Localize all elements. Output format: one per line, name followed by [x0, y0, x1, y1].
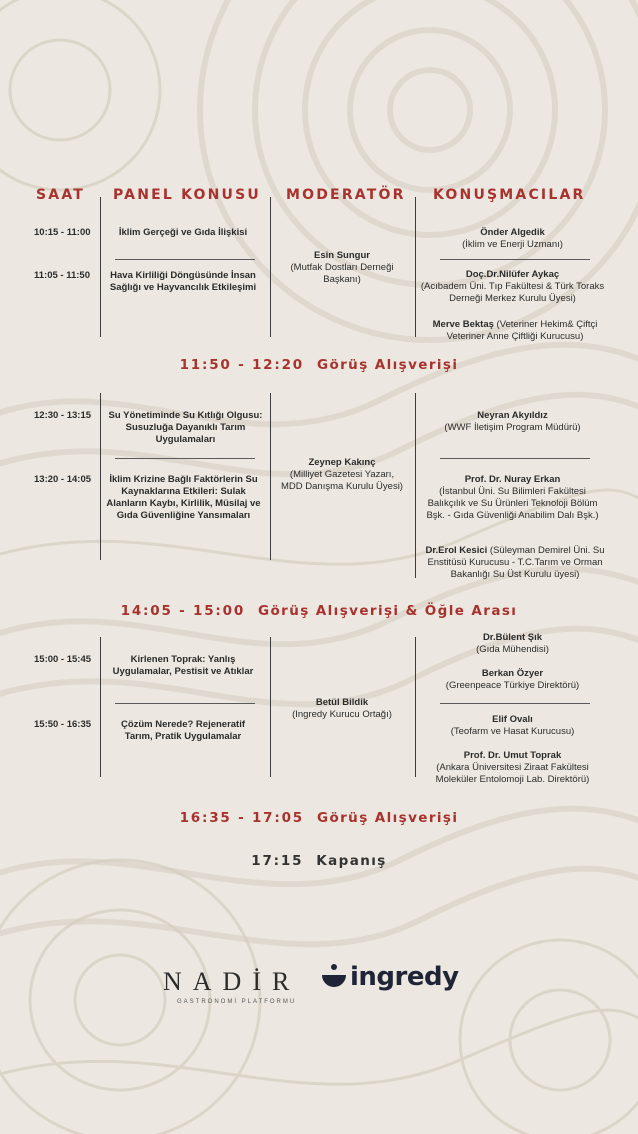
speaker	[420, 319, 610, 343]
speaker-description: (Acıbadem Üni. Tıp Fakültesi & Türk Toraks Derneği Merkez Kurulu Üyesi)	[420, 281, 605, 304]
moderator-name: Zeynep Kakınç	[308, 457, 376, 468]
ingredy-bowl-icon	[320, 962, 350, 996]
break-row	[0, 357, 638, 373]
column-divider	[415, 637, 416, 777]
row-divider	[440, 259, 590, 260]
speaker-name: Önder Algedik	[480, 227, 545, 238]
column-divider	[415, 393, 416, 578]
session-topic: Kirlenen Toprak: Yanlış Uygulamalar, Pestisit ve Atıklar	[112, 654, 254, 677]
speaker	[425, 714, 600, 738]
speaker-name: Neyran Akyıldız	[477, 410, 548, 421]
header-panel-konusu: PANEL KONUSU	[113, 187, 261, 203]
session-time: 12:30 - 13:15	[34, 410, 92, 421]
closing-time: 17:15	[251, 853, 304, 869]
nadir-logo-subtitle: GASTRONOMİ PLATFORMU	[177, 999, 297, 1005]
session-time: 11:05 - 11:50	[34, 270, 90, 281]
speaker-description: (Teofarm ve Hasat Kurucusu)	[450, 726, 575, 737]
speaker-name: Prof. Dr. Umut Toprak	[463, 750, 562, 761]
closing-label: Kapanış	[316, 853, 387, 869]
column-divider	[270, 393, 271, 560]
speaker	[420, 545, 610, 581]
column-divider	[270, 197, 271, 337]
break-time: 11:50 - 12:20	[179, 357, 304, 373]
speaker-description: (Süleyman Demirel Üni. Su Enstitüsü Kurucusu - T.C.Tarım ve Orman Bakanlığı Su Üst Kurulu üyesi)	[427, 545, 605, 580]
speaker-description: (Gıda Mühendisi)	[476, 644, 549, 655]
column-divider	[415, 197, 416, 337]
speaker	[420, 269, 605, 305]
session-topic: Çözüm Nerede? Rejeneratif Tarım, Pratik Uygulamalar	[120, 719, 246, 742]
session-time: 10:15 - 11:00	[34, 227, 91, 238]
speaker-description: (Greenpeace Türkiye Direktörü)	[445, 680, 580, 691]
header-moderator: MODERATÖR	[286, 187, 406, 203]
speaker-name: Merve Bektaş	[432, 319, 494, 330]
moderator	[278, 250, 406, 286]
session-topic: Hava Kirliliği Döngüsünde İnsan Sağlığı ve Hayvancılık Etkileşimi	[109, 270, 257, 293]
row-divider	[115, 458, 255, 459]
row-divider	[115, 703, 255, 704]
row-divider	[440, 703, 590, 704]
break-row	[0, 603, 638, 619]
session-time: 15:00 - 15:45	[34, 654, 92, 665]
moderator-description: (Milliyet Gazetesi Yazarı, MDD Danışma Kurulu Üyesi)	[281, 469, 403, 492]
speaker-description: (İstanbul Üni. Su Bilimleri Fakültesi Balıkçılık ve Su Ürünleri Teknoloji Bölüm Bşk. - Gıda Güvenliği Anabilim Dalı Bşk.)	[426, 486, 599, 521]
row-divider	[115, 259, 255, 260]
speaker-description: (WWF İletişim Program Müdürü)	[444, 422, 581, 433]
speaker-description: (İklim ve Enerji Uzmanı)	[462, 239, 563, 250]
speaker	[425, 227, 600, 251]
moderator-name: Betül Bildik	[315, 697, 369, 708]
ingredy-logo-text: ingredy	[350, 962, 459, 992]
column-divider	[100, 637, 101, 777]
header-konusmacilar: KONUŞMACILAR	[433, 187, 586, 203]
speaker-name: Dr.Bülent Şık	[482, 632, 543, 643]
moderator-description: (Mutfak Dostları Derneği Başkanı)	[290, 262, 394, 285]
speaker-name: Elif Ovalı	[492, 714, 533, 725]
session-time: 15:50 - 16:35	[34, 719, 92, 730]
closing-row	[0, 853, 638, 869]
row-divider	[440, 458, 590, 459]
ingredy-logo	[320, 960, 465, 1000]
moderator-name: Esin Sungur	[314, 250, 370, 261]
speaker	[425, 750, 600, 786]
speaker	[425, 474, 600, 522]
break-label: Görüş Alışverişi & Öğle Arası	[258, 603, 518, 619]
speaker	[425, 668, 600, 692]
moderator	[278, 697, 406, 721]
break-label: Görüş Alışverişi	[316, 357, 459, 373]
column-divider	[270, 637, 271, 777]
column-divider	[100, 197, 101, 337]
session-topic: İklim Krizine Bağlı Faktörlerin Su Kaynaklarına Etkileri: Sulak Alanların Kaybı, Kirlilik, Müsilaj ve Gıda Güvenliğine Yansımaları	[106, 474, 261, 521]
break-time: 14:05 - 15:00	[120, 603, 246, 619]
speaker	[425, 632, 600, 656]
speaker-description: (Ankara Üniversitesi Ziraat Fakültesi Moleküler Entolomoji Lab. Direktörü)	[435, 762, 590, 785]
nadir-logo	[163, 967, 300, 1005]
break-label: Görüş Alışverişi	[316, 810, 459, 826]
speaker	[425, 410, 600, 434]
moderator-description: (Ingredy Kurucu Ortağı)	[292, 709, 392, 720]
header-saat: SAAT	[36, 187, 86, 203]
session-time: 13:20 - 14:05	[34, 474, 92, 485]
speaker-name: Prof. Dr. Nuray Erkan	[464, 474, 561, 485]
speaker-name: Dr.Erol Kesici	[425, 545, 488, 556]
break-time: 16:35 - 17:05	[179, 810, 304, 826]
nadir-logo-text: NADİR	[163, 967, 301, 996]
speaker-name: Berkan Özyer	[481, 668, 544, 679]
session-topic: Su Yönetiminde Su Kıtlığı Olgusu: Susuzluğa Dayanıklı Tarım Uygulamaları	[108, 410, 263, 445]
break-row	[0, 810, 638, 826]
speaker-description: (Veteriner Hekim& Çiftçi Veteriner Anne Çiftliği Kurucusu)	[446, 319, 598, 342]
moderator	[278, 457, 406, 493]
column-divider	[100, 393, 101, 560]
session-topic: İklim Gerçeği ve Gıda İlişkisi	[118, 227, 248, 238]
speaker-name: Doç.Dr.Nilüfer Aykaç	[465, 269, 560, 280]
